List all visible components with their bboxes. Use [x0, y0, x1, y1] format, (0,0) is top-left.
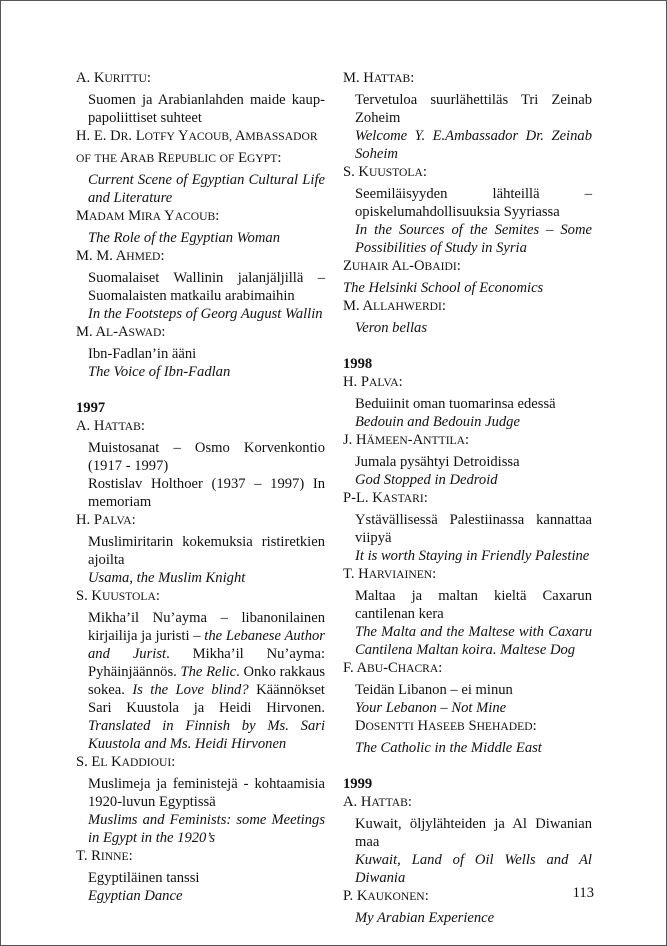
entry-title-finnish: Teidän Libanon – ei minun	[355, 682, 513, 698]
entry-title-english: The Role of the Egyptian Woman	[88, 230, 280, 246]
entry-title-finnish: Tervetuloa suurlähettiläs Tri Zeinab Zoheim	[355, 92, 592, 126]
entry-title-finnish: Muslimeja ja feministejä - kohtaamisia 1920-luvun Egyptissä	[88, 776, 325, 810]
year-heading: 1998	[343, 356, 373, 372]
right-column	[343, 69, 592, 927]
entry-author: T. RINNE:	[76, 848, 133, 864]
title-segment-english: Translated in Finnish by Ms. Sari Kuustola and Ms. Heidi Hirvonen	[88, 718, 325, 752]
entry-title-english: It is worth Staying in Friendly Palestine	[355, 548, 590, 564]
entry-author: F. ABU-CHACRA:	[343, 660, 443, 676]
title-segment-finnish: . Onko rakkaus sokea.	[88, 664, 325, 698]
entry-title-english: Veron bellas	[355, 320, 428, 336]
entry-author: A. KURITTU:	[76, 70, 151, 86]
entry-author: M. AL-ASWAD:	[76, 324, 166, 340]
entry-title-finnish: Muistosanat – Osmo Korvenkontio (1917 - 1997)	[88, 440, 325, 474]
year-heading: 1999	[343, 776, 373, 792]
entry-author: DOSENTTI HASEEB SHEHADED:	[355, 718, 537, 734]
entry-author: M. ALLAHWERDI:	[343, 298, 446, 314]
year-heading: 1997	[76, 400, 106, 416]
entry-title-english: God Stopped in Dedroid	[355, 472, 498, 488]
entry-title-finnish: Seemiläisyyden lähteillä – opiskelumahdollisuuksia Syyriassa	[355, 186, 592, 220]
entry-title-english: Kuwait, Land of Oil Wells and Al Diwania	[355, 852, 592, 886]
title-segment-english: Is the Love blind?	[132, 682, 249, 698]
entry-author: H. PALVA:	[343, 374, 403, 390]
entry-title-english: Current Scene of Egyptian Cultural Life and Literature	[88, 172, 325, 206]
title-segment-finnish: Mikha’il Nu’ayma – libanonilainen kirjailija ja juristi –	[88, 610, 325, 644]
entry-author: MADAM MIRA YACOUB:	[76, 208, 220, 224]
entry-title-finnish: Beduiinit oman tuomarinsa edessä	[355, 396, 556, 412]
entry-title-finnish: Rostislav Holthoer (1937 – 1997) In memoriam	[88, 476, 325, 510]
entry-title-english: The Catholic in the Middle East	[355, 740, 542, 756]
entry-title-english: The Voice of Ibn-Fadlan	[88, 364, 231, 380]
entry-title-english: My Arabian Experience	[355, 910, 495, 926]
entry-title-english: The Malta and the Maltese with Caxaru Cantilena Maltan koira. Maltese Dog	[355, 624, 592, 658]
entry-title-finnish: Ystävällisessä Palestiinassa kannattaa viipyä	[355, 512, 592, 546]
title-segment-finnish: . Mikha’il Nu’ayma: Pyhäinjäännös.	[88, 646, 325, 680]
entry-title-finnish: Suomen ja Arabianlahden maide kaup-papoliittiset suhteet	[88, 92, 325, 126]
entry-author: M. M. AHMED:	[76, 248, 165, 264]
entry-title-english: Your Lebanon – Not Mine	[355, 700, 507, 716]
entry-author: S. KUUSTOLA:	[76, 588, 160, 604]
entry-author: H. E. DR. LOTFY YACOUB, AMBASSADOR OF THE ARAB REPUBLIC OF EGYPT:	[76, 128, 318, 166]
entry-author: M. HATTAB:	[343, 70, 415, 86]
left-column	[76, 69, 325, 905]
entry-author: S. EL KADDIOUI:	[76, 754, 176, 770]
entry-author: T. HARVIAINEN:	[343, 566, 437, 582]
title-segment-english: the Lebanese Author and Jurist	[88, 628, 325, 662]
entry-author: J. HÄMEEN-ANTTILA:	[343, 432, 470, 448]
page-number: 113	[572, 885, 594, 901]
entry-author: S. KUUSTOLA:	[343, 164, 427, 180]
entry-author: P-L. KASTARI:	[343, 490, 428, 506]
entry-title-english: In the Sources of the Semites – Some Possibilities of Study in Syria	[355, 222, 592, 256]
entry-title-finnish: Maltaa ja maltan kieltä Caxarun cantilenan kera	[355, 588, 592, 622]
entry-affiliation: The Helsinki School of Economics	[343, 280, 544, 296]
entry-title-english: In the Footsteps of Georg August Wallin	[88, 306, 323, 322]
entry-title-english: Welcome Y. E.Ambassador Dr. Zeinab Soheim	[355, 128, 592, 162]
entry-author: H. PALVA:	[76, 512, 136, 528]
entry-title-english: Egyptian Dance	[88, 888, 183, 904]
entry-title-finnish: Egyptiläinen tanssi	[88, 870, 200, 886]
title-segment-finnish: Käännökset Sari Kuustola ja Heidi Hirvonen.	[88, 682, 325, 716]
entry-author: A. HATTAB:	[343, 794, 412, 810]
entry-title-finnish: Kuwait, öljylähteiden ja Al Diwanian maa	[355, 816, 592, 850]
entry-title-finnish: Jumala pysähtyi Detroidissa	[355, 454, 520, 470]
title-segment-english: The Relic	[180, 664, 237, 680]
entry-title-english: Muslims and Feminists: some Meetings in Egypt in the 1920’s	[88, 812, 325, 846]
entry-author: ZUHAIR AL-OBAIDI:	[343, 258, 461, 274]
entry-title-finnish: Ibn-Fadlan’in ääni	[88, 346, 197, 362]
entry-title-finnish: Suomalaiset Wallinin jalanjäljillä – Suomalaisten matkailu arabimaihin	[88, 270, 325, 304]
entry-author: P. KAUKONEN:	[343, 888, 429, 904]
entry-title-mixed	[76, 609, 325, 753]
entry-title-english: Usama, the Muslim Knight	[88, 570, 246, 586]
entry-title-finnish: Muslimiritarin kokemuksia ristiretkien ajoilta	[88, 534, 325, 568]
entry-title-english: Bedouin and Bedouin Judge	[355, 414, 520, 430]
entry-author: A. HATTAB:	[76, 418, 145, 434]
